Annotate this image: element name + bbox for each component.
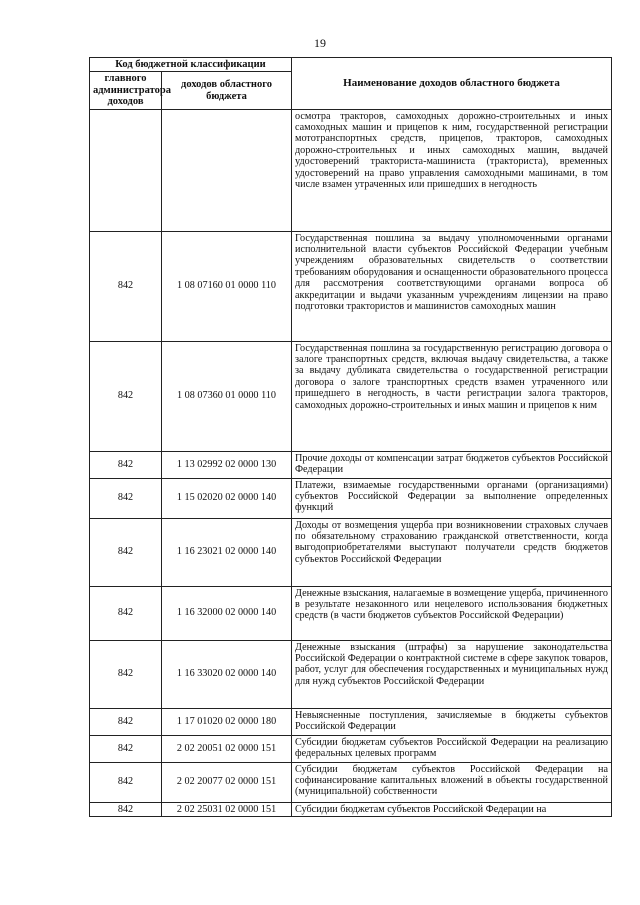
revenue-name-cell: Субсидии бюджетам субъектов Российской Федерации на софинансирование капитальных вложений в объекты государственной (муниципальной) собственности [292,762,612,802]
table-row [90,802,612,816]
revenue-code-cell: 1 16 33020 02 0000 140 [162,640,292,708]
table-row [90,708,612,735]
revenue-name-cell: Доходы от возмещения ущерба при возникновении страховых случаев по обязательному страхованию гражданской ответственности, когда выгодоприобретателями выступают получатели средств бюджетов субъектов Российской Федерации [292,518,612,586]
admin-code-cell: 842 [90,586,162,640]
revenue-name-cell: Государственная пошлина за выдачу уполномоченными органами исполнительной власти субъектов Российской Федерации учебным учреждениям образовательных свидетельств о соответствии требованиям оборудования и оснащенности образовательного процесса для рассмотрения соответствующими органами вопроса об аккредитации и выдачи указанным учреждениям лицензии на право подготовки трактористов и машинистов самоходных машин [292,231,612,341]
admin-code-cell: 842 [90,341,162,451]
revenue-code-cell [162,109,292,231]
table-row [90,231,612,341]
table-row [90,478,612,518]
admin-code-cell: 842 [90,231,162,341]
revenue-name-cell: Прочие доходы от компенсации затрат бюджетов субъектов Российской Федерации [292,451,612,478]
admin-code-cell: 842 [90,762,162,802]
admin-code-cell: 842 [90,451,162,478]
revenue-name-cell: Денежные взыскания, налагаемые в возмещение ущерба, причиненного в результате незаконного или нецелевого использования бюджетных средств (в части бюджетов субъектов Российской Федерации) [292,586,612,640]
revenue-name-cell: Государственная пошлина за государственную регистрацию договора о залоге транспортных средств, включая выдачу свидетельства, а также за выдачу дубликата свидетельства о государственной регистрации договора о залоге транспортных средств взамен утраченного или пришедшего в негодность, в части регистрации залога тракторов, самоходных дорожно-строительных и иных машин и прицепов к ним [292,341,612,451]
header-revenue-name: Наименование доходов областного бюджета [292,58,612,110]
revenue-name-cell: Субсидии бюджетам субъектов Российской Федерации на [292,802,612,816]
revenue-name-cell: Денежные взыскания (штрафы) за нарушение законодательства Российской Федерации о контрактной системе в сфере закупок товаров, работ, услуг для обеспечения государственных и муниципальных нужд для нужд субъектов Российской Федерации [292,640,612,708]
revenue-name-cell: Платежи, взимаемые государственными органами (организациями) субъектов Российской Федерации за выполнение определенных функций [292,478,612,518]
page-number: 19 [314,36,326,50]
revenue-code-cell: 1 13 02992 02 0000 130 [162,451,292,478]
header-budget-code: Код бюджетной классификации [90,58,292,72]
revenue-code-cell: 2 02 20077 02 0000 151 [162,762,292,802]
admin-code-cell: 842 [90,802,162,816]
table-row [90,518,612,586]
admin-code-cell: 842 [90,735,162,762]
revenue-name-cell: Субсидии бюджетам субъектов Российской Федерации на реализацию федеральных целевых программ [292,735,612,762]
revenue-code-cell: 1 17 01020 02 0000 180 [162,708,292,735]
revenue-code-cell: 1 16 32000 02 0000 140 [162,586,292,640]
table-row [90,109,612,231]
admin-code-cell: 842 [90,640,162,708]
revenue-code-cell: 1 15 02020 02 0000 140 [162,478,292,518]
admin-code-cell: 842 [90,518,162,586]
table-row [90,762,612,802]
header-revenue-code: доходов областного бюджета [162,72,292,109]
revenue-name-cell: осмотра тракторов, самоходных дорожно-строительных и иных самоходных машин и прицепов к ним, государственной регистрации мототранспортных средств, прицепов, тракторов, самоходных дорожно-строительных и иных самоходных машин, выдачей удостоверений тракториста-машиниста (тракториста), временных удостоверений на право управления самоходными машинами, в том числе взамен утраченных или пришедших в негодность [292,109,612,231]
table-row [90,640,612,708]
admin-code-cell: 842 [90,478,162,518]
revenue-code-cell: 1 08 07160 01 0000 110 [162,231,292,341]
revenue-code-cell: 1 16 23021 02 0000 140 [162,518,292,586]
table-row [90,735,612,762]
revenue-code-cell: 2 02 25031 02 0000 151 [162,802,292,816]
revenue-code-cell: 1 08 07360 01 0000 110 [162,341,292,451]
revenue-name-cell: Невыясненные поступления, зачисляемые в бюджеты субъектов Российской Федерации [292,708,612,735]
admin-code-cell [90,109,162,231]
revenue-code-cell: 2 02 20051 02 0000 151 [162,735,292,762]
header-admin: главного администратора доходов [90,72,162,109]
header-row-group [90,58,612,72]
table-row [90,341,612,451]
admin-code-cell: 842 [90,708,162,735]
table-row [90,586,612,640]
budget-classification-table [89,57,612,817]
table-row [90,451,612,478]
